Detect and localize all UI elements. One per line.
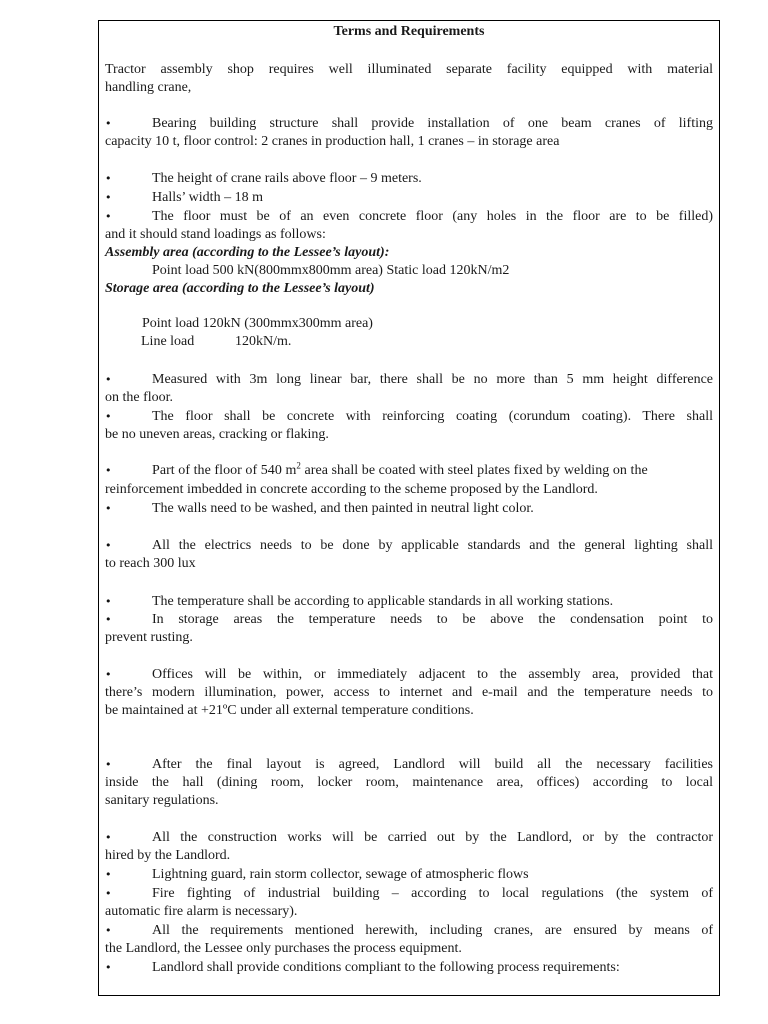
storage-point-load: Point load 120kN (300mmx300mm area) — [142, 316, 373, 331]
bullet-icon: • — [105, 595, 112, 608]
temperature-line: The temperature shall be according to applicable standards in all working stations. — [152, 594, 614, 609]
bullet-icon: • — [105, 613, 112, 626]
offices-line-2: there’s modern illumination, power, access to internet and e-mail and the temperature needs to — [105, 685, 713, 700]
floor-even-line-2: and it should stand loadings as follows: — [105, 227, 326, 242]
rails-line: The height of crane rails above floor – 9 meters. — [152, 171, 422, 186]
bullet-icon: • — [105, 758, 112, 771]
bullet-icon: • — [105, 961, 112, 974]
storage-line-value: 120kN/m. — [235, 334, 292, 349]
intro-line-2: handling crane, — [105, 80, 192, 95]
layout-line-3: sanitary regulations. — [105, 793, 219, 808]
bullet-icon: • — [105, 502, 112, 515]
lightning-line: Lightning guard, rain storm collector, sewage of atmospheric flows — [152, 867, 529, 882]
bullet-icon: • — [105, 191, 112, 204]
layout-line-2: inside the hall (dining room, locker room, maintenance area, offices) according to local — [105, 775, 713, 790]
fire-line-1: Fire fighting of industrial building – according to local regulations (the system of — [152, 886, 713, 901]
bullet-icon: • — [105, 668, 112, 681]
bullet-icon: • — [105, 831, 112, 844]
bullet-icon: • — [105, 373, 112, 386]
measured-line-1: Measured with 3m long linear bar, there shall be no more than 5 mm height difference — [152, 372, 713, 387]
bullet-icon: • — [105, 410, 112, 423]
landlord-line: Landlord shall provide conditions compliant to the following process requirements: — [152, 960, 620, 975]
coating-line-2: be no uneven areas, cracking or flaking. — [105, 427, 329, 442]
measured-line-2: on the floor. — [105, 390, 174, 405]
storage-heading: Storage area (according to the Lessee’s layout) — [105, 281, 375, 296]
intro-line-1: Tractor assembly shop requires well illuminated separate facility equipped with material — [105, 62, 713, 77]
requirements-line-2: the Landlord, the Lessee only purchases the process equipment. — [105, 941, 462, 956]
fire-line-2: automatic fire alarm is necessary). — [105, 904, 298, 919]
plates-superscript: 2 — [296, 460, 301, 471]
electrics-line-1: All the electrics needs to be done by applicable standards and the general lighting shall — [152, 538, 713, 553]
layout-line-1: After the final layout is agreed, Landlord will build all the necessary facilities — [152, 757, 713, 772]
offices-line-3: be maintained at +21ºC under all external temperature conditions. — [105, 703, 474, 718]
cranes-line-1: Bearing building structure shall provide installation of one beam cranes of lifting — [152, 116, 713, 131]
document-title: Terms and Requirements — [333, 24, 485, 39]
plates-line-2: reinforcement imbedded in concrete according to the scheme proposed by the Landlord. — [105, 482, 598, 497]
bullet-icon: • — [105, 464, 112, 477]
cranes-line-2: capacity 10 t, floor control: 2 cranes in production hall, 1 cranes – in storage area — [105, 134, 560, 149]
coating-line-1: The floor shall be concrete with reinforcing coating (corundum coating). There shall — [152, 409, 713, 424]
bullet-icon: • — [105, 117, 112, 130]
bullet-icon: • — [105, 210, 112, 223]
requirements-line-1: All the requirements mentioned herewith, including cranes, are ensured by means of — [152, 923, 713, 938]
bullet-icon: • — [105, 924, 112, 937]
bullet-icon: • — [105, 539, 112, 552]
bullet-icon: • — [105, 868, 112, 881]
plates-text-b: area shall be coated with steel plates fixed by welding on the — [300, 463, 648, 478]
storage-temp-line-1: In storage areas the temperature needs to be above the condensation point to — [152, 612, 713, 627]
construction-line-2: hired by the Landlord. — [105, 848, 231, 863]
halls-line: Halls’ width – 18 m — [152, 190, 263, 205]
bullet-icon: • — [105, 172, 112, 185]
storage-line-label: Line load — [141, 334, 195, 349]
assembly-load: Point load 500 kN(800mmx800mm area) Static load 120kN/m2 — [152, 263, 510, 278]
floor-even-line-1: The floor must be of an even concrete floor (any holes in the floor are to be filled) — [152, 209, 713, 224]
offices-line-1: Offices will be within, or immediately adjacent to the assembly area, provided that — [152, 667, 713, 682]
construction-line-1: All the construction works will be carried out by the Landlord, or by the contractor — [152, 830, 713, 845]
walls-line: The walls need to be washed, and then painted in neutral light color. — [152, 501, 534, 516]
plates-line-1 — [105, 462, 713, 480]
assembly-heading: Assembly area (according to the Lessee’s layout): — [105, 245, 390, 260]
electrics-line-2: to reach 300 lux — [105, 556, 196, 571]
bullet-icon: • — [105, 887, 112, 900]
storage-temp-line-2: prevent rusting. — [105, 630, 193, 645]
plates-text-a: Part of the floor of 540 m — [152, 463, 297, 478]
